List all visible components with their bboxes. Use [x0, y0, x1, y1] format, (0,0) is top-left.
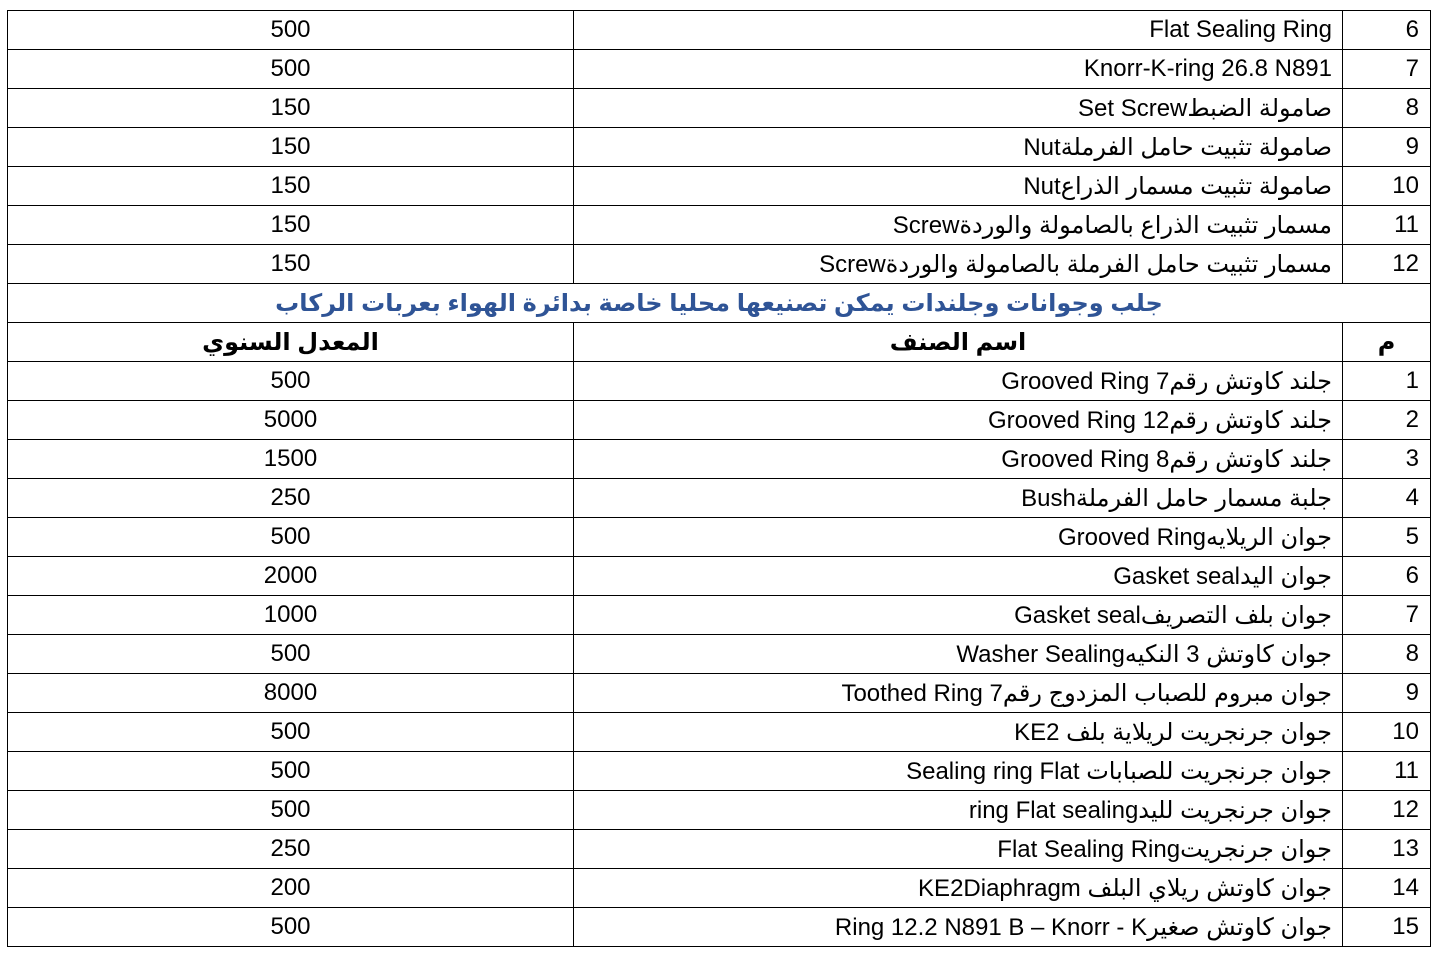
table-row [8, 557, 1431, 596]
annual-rate-cell: 150 [8, 245, 574, 284]
item-name-cell: Ring 12.2 N891 B – Knorr - Kجوان كاوتش صغير [574, 908, 1343, 947]
table-row [8, 713, 1431, 752]
annual-rate-cell: 1500 [8, 440, 574, 479]
table-row [8, 518, 1431, 557]
item-name-cell: Bushجلبة مسمار حامل الفرملة [574, 479, 1343, 518]
item-number-cell: 10 [1343, 167, 1431, 206]
item-number-cell: 11 [1343, 206, 1431, 245]
annual-rate-cell: 500 [8, 752, 574, 791]
item-number-cell: 3 [1343, 440, 1431, 479]
table-row [8, 869, 1431, 908]
item-number-cell: 7 [1343, 596, 1431, 635]
annual-rate-cell: 500 [8, 908, 574, 947]
item-number-cell: 4 [1343, 479, 1431, 518]
item-name-cell: Screwمسمار تثبيت حامل الفرملة بالصامولة والوردة [574, 245, 1343, 284]
section-title: جلب وجوانات وجلندات يمكن تصنيعها محليا خاصة بدائرة الهواء بعربات الركاب [8, 284, 1431, 323]
item-number-cell: 8 [1343, 635, 1431, 674]
item-name-cell: Grooved Ring 8جلند كاوتش رقم [574, 440, 1343, 479]
annual-rate-cell: 1000 [8, 596, 574, 635]
item-number-cell: 8 [1343, 89, 1431, 128]
item-number-header: م [1343, 323, 1431, 362]
item-number-cell: 2 [1343, 401, 1431, 440]
item-name-cell: Grooved Ring 12جلند كاوتش رقم [574, 401, 1343, 440]
table-row [8, 89, 1431, 128]
table-row [8, 11, 1431, 50]
annual-rate-cell: 500 [8, 518, 574, 557]
table-row [8, 401, 1431, 440]
item-number-cell: 5 [1343, 518, 1431, 557]
item-number-cell: 9 [1343, 674, 1431, 713]
item-name-cell: Nutصامولة تثبيت مسمار الذراع [574, 167, 1343, 206]
item-name-cell: Screwمسمار تثبيت الذراع بالصامولة والوردة [574, 206, 1343, 245]
item-number-cell: 6 [1343, 557, 1431, 596]
table-row [8, 206, 1431, 245]
item-number-cell: 9 [1343, 128, 1431, 167]
table-row [8, 908, 1431, 947]
item-name-cell: Sealing ring Flat جوان جرنجريت للصبابات [574, 752, 1343, 791]
table-row [8, 245, 1431, 284]
item-name-header: اسم الصنف [574, 323, 1343, 362]
item-name-cell: Knorr-K-ring 26.8 N891 [574, 50, 1343, 89]
table-row [8, 50, 1431, 89]
table-row [8, 167, 1431, 206]
item-name-cell: Flat Sealing Ring [574, 11, 1343, 50]
annual-rate-cell: 150 [8, 89, 574, 128]
annual-rate-cell: 150 [8, 206, 574, 245]
annual-rate-cell: 250 [8, 479, 574, 518]
table-row [8, 830, 1431, 869]
item-name-cell: Gasket sealجوان بلف التصريف [574, 596, 1343, 635]
item-name-cell: Gasket sealجوان اليد [574, 557, 1343, 596]
table-row [8, 479, 1431, 518]
item-number-cell: 13 [1343, 830, 1431, 869]
annual-rate-cell: 250 [8, 830, 574, 869]
table-row [8, 791, 1431, 830]
annual-rate-cell: 500 [8, 635, 574, 674]
item-name-cell: KE2 جوان جرنجريت لريلاية بلف [574, 713, 1343, 752]
item-number-cell: 11 [1343, 752, 1431, 791]
annual-rate-cell: 8000 [8, 674, 574, 713]
item-number-cell: 12 [1343, 791, 1431, 830]
annual-rate-cell: 150 [8, 128, 574, 167]
item-name-cell: KE2Diaphragm جوان كاوتش ريلاي البلف [574, 869, 1343, 908]
table-row [8, 362, 1431, 401]
annual-rate-cell: 5000 [8, 401, 574, 440]
item-name-cell: Washer Sealingجوان كاوتش 3 النكيه [574, 635, 1343, 674]
item-number-cell: 15 [1343, 908, 1431, 947]
item-number-cell: 14 [1343, 869, 1431, 908]
item-number-cell: 7 [1343, 50, 1431, 89]
table-row [8, 635, 1431, 674]
item-name-cell: Grooved Ring 7جلند كاوتش رقم [574, 362, 1343, 401]
table-row [8, 596, 1431, 635]
annual-rate-cell: 2000 [8, 557, 574, 596]
item-name-cell: ring Flat sealingجوان جرنجريت لليد [574, 791, 1343, 830]
annual-rate-cell: 150 [8, 167, 574, 206]
table-row [8, 674, 1431, 713]
annual-rate-header: المعدل السنوي [8, 323, 574, 362]
item-number-cell: 6 [1343, 11, 1431, 50]
annual-rate-cell: 500 [8, 50, 574, 89]
item-number-cell: 10 [1343, 713, 1431, 752]
header-row [8, 323, 1431, 362]
item-number-cell: 1 [1343, 362, 1431, 401]
item-name-cell: Flat Sealing Ringجوان جرنجريت [574, 830, 1343, 869]
item-name-cell: Grooved Ringجوان الريلايه [574, 518, 1343, 557]
table-row [8, 128, 1431, 167]
annual-rate-cell: 500 [8, 713, 574, 752]
table-row [8, 440, 1431, 479]
item-number-cell: 12 [1343, 245, 1431, 284]
item-name-cell: Set Screwصامولة الضبط [574, 89, 1343, 128]
table-row [8, 752, 1431, 791]
item-name-cell: Toothed Ring 7جوان مبروم للصباب المزدوج رقم [574, 674, 1343, 713]
annual-rate-cell: 500 [8, 11, 574, 50]
annual-rate-cell: 500 [8, 362, 574, 401]
section-title-row [8, 284, 1431, 323]
item-name-cell: Nutصامولة تثبيت حامل الفرملة [574, 128, 1343, 167]
annual-rate-cell: 200 [8, 869, 574, 908]
items-table [7, 10, 1431, 947]
annual-rate-cell: 500 [8, 791, 574, 830]
